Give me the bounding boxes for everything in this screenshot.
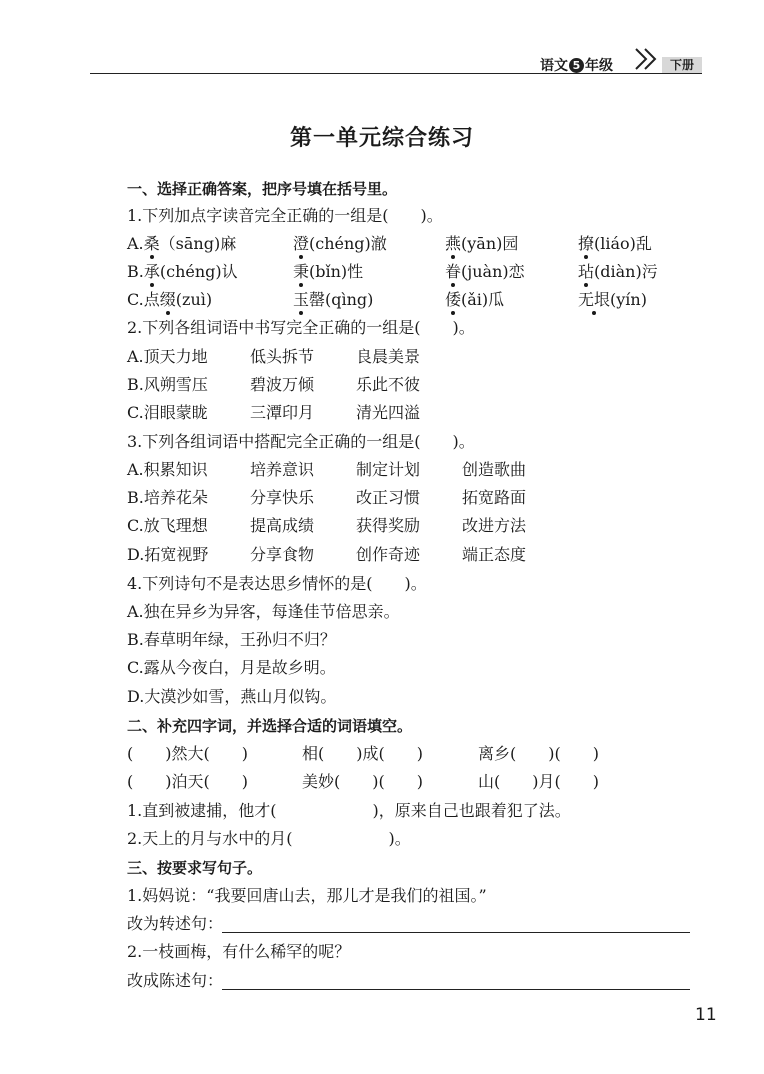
emphasis-char: 承 — [143, 262, 160, 281]
q1-option-a-item-3: 燕(yān)园 — [445, 234, 519, 253]
q4-option-c: C.露从今夜白，月是故乡明。 — [127, 658, 336, 677]
emphasis-char: 燕 — [445, 234, 462, 253]
emphasis-char: 澄 — [293, 234, 310, 253]
grade-number-badge: 5 — [569, 58, 584, 73]
q1-option-a-item-1: A.桑（sāng)麻 — [127, 234, 237, 253]
q1-option-a-item-2: 澄(chéng)澈 — [293, 234, 387, 253]
answer-line-2[interactable] — [222, 989, 690, 990]
q3-option-a-2: 培养意识 — [250, 460, 315, 479]
page-title: 第一单元综合练习 — [289, 126, 474, 151]
q3-option-d-4: 端正态度 — [462, 545, 527, 564]
q3-option-c-1: C.放飞理想 — [127, 516, 208, 535]
idiom-blank-1[interactable]: ( )然大( ) — [127, 744, 248, 763]
q2-option-c-3: 清光四溢 — [356, 403, 421, 422]
q2-option-b-1: B.风朔雪压 — [127, 375, 208, 394]
q3-option-a-3: 制定计划 — [356, 460, 421, 479]
fill-sentence-2[interactable]: 2.天上的月与水中的月( )。 — [127, 829, 411, 848]
volume-badge: 下册 — [662, 57, 702, 73]
emphasis-char: 玉 — [293, 290, 310, 309]
page-number: 11 — [695, 1005, 717, 1025]
idiom-blank-4[interactable]: ( )泊天( ) — [127, 772, 248, 791]
q4-option-a: A.独在异乡为异客，每逢佳节倍思亲。 — [127, 602, 400, 621]
idiom-blank-2[interactable]: 相( )成( ) — [302, 744, 423, 763]
q4-option-d: D.大漠沙如雪，燕山月似钩。 — [127, 687, 337, 706]
emphasis-char: 眷 — [445, 262, 462, 281]
grade-suffix: 年级 — [585, 58, 613, 74]
emphasis-char: 玷 — [578, 262, 595, 281]
q3-option-a-4: 创造歌曲 — [462, 460, 527, 479]
emphasis-char: 缀 — [159, 290, 176, 309]
q3-option-a-1: A.积累知识 — [127, 460, 208, 479]
s3-q1-prompt: 改为转述句： — [127, 914, 224, 933]
emphasis-char: 倭 — [445, 290, 462, 309]
q1-option-c-item-4: 无垠(yín) — [578, 290, 647, 309]
q3-option-b-3: 改正习惯 — [356, 488, 421, 507]
q3-option-b-1: B.培养花朵 — [127, 488, 208, 507]
q1-option-b-item-2: 秉(bǐn)性 — [293, 262, 364, 281]
q3-stem: 3.下列各组词语中搭配完全正确的一组是( )。 — [127, 432, 475, 451]
q4-option-b: B.春草明年绿，王孙归不归？ — [127, 630, 336, 649]
q3-option-c-2: 提高成绩 — [250, 516, 315, 535]
section-2-heading: 二、补充四字词，并选择合适的词语填空。 — [127, 717, 413, 735]
s3-q2-prompt: 改成陈述句： — [127, 971, 224, 990]
q1-option-a-item-4: 撩(liáo)乱 — [578, 234, 652, 253]
header-rule — [90, 73, 702, 74]
q2-stem: 2.下列各组词语中书写完全正确的一组是( )。 — [127, 318, 475, 337]
section-3-heading: 三、按要求写句子。 — [127, 859, 263, 877]
q1-option-b-item-1: B.承(chéng)认 — [127, 262, 238, 281]
idiom-blank-3[interactable]: 离乡( )( ) — [478, 744, 599, 763]
answer-line-1[interactable] — [222, 932, 690, 933]
q2-option-a-3: 良晨美景 — [356, 347, 421, 366]
q1-option-b-item-4: 玷(diàn)污 — [578, 262, 658, 281]
s3-q2-sentence: 2.一枝画梅，有什么稀罕的呢？ — [127, 942, 351, 961]
s3-q1-sentence: 1.妈妈说：“我要回唐山去，那儿才是我们的祖国。” — [127, 886, 487, 905]
q1-option-b-item-3: 眷(juàn)恋 — [445, 262, 525, 281]
q3-option-c-3: 获得奖励 — [356, 516, 421, 535]
emphasis-char: 桑 — [143, 234, 160, 253]
subject-label: 语文 — [540, 58, 568, 74]
q4-stem: 4.下列诗句不是表达思乡情怀的是( )。 — [127, 574, 427, 593]
q3-option-b-2: 分享快乐 — [250, 488, 315, 507]
q3-option-b-4: 拓宽路面 — [462, 488, 527, 507]
q2-option-a-1: A.顶天力地 — [127, 347, 208, 366]
header-subject-grade — [540, 55, 613, 75]
q1-option-c-item-1: C.点缀(zuì) — [127, 290, 213, 309]
q3-option-d-1: D.拓宽视野 — [127, 545, 209, 564]
q2-option-c-1: C.泪眼蒙眬 — [127, 403, 208, 422]
q1-option-c-item-2: 玉罄(qìng) — [293, 290, 374, 309]
q1-option-c-item-3: 倭(ǎi)瓜 — [445, 290, 505, 309]
emphasis-char: 秉 — [293, 262, 310, 281]
q2-option-a-2: 低头拆节 — [250, 347, 315, 366]
q2-option-b-3: 乐此不彼 — [356, 375, 421, 394]
q1-stem: 1.下列加点字读音完全正确的一组是( )。 — [127, 206, 443, 225]
emphasis-char: 无垠 — [578, 290, 611, 309]
emphasis-char: 撩 — [578, 234, 595, 253]
fill-sentence-1[interactable]: 1.直到被逮捕，他才( )，原来自己也跟着犯了法。 — [127, 801, 571, 820]
q3-option-d-3: 创作奇迹 — [356, 545, 421, 564]
double-chevron-icon — [633, 44, 663, 74]
q2-option-c-2: 三潭印月 — [250, 403, 315, 422]
idiom-blank-5[interactable]: 美妙( )( ) — [302, 772, 423, 791]
section-1-heading: 一、选择正确答案，把序号填在括号里。 — [127, 180, 398, 198]
idiom-blank-6[interactable]: 山( )月( ) — [478, 772, 599, 791]
q3-option-d-2: 分享食物 — [250, 545, 315, 564]
q2-option-b-2: 碧波万倾 — [250, 375, 315, 394]
q3-option-c-4: 改进方法 — [462, 516, 527, 535]
